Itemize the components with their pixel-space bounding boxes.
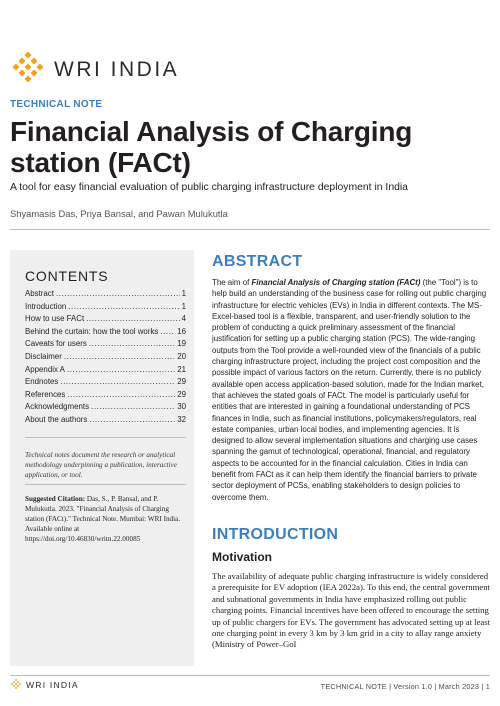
toc-entry-page: 32	[177, 414, 186, 424]
toc-entry-label: Introduction	[25, 301, 67, 311]
footer-brand-name: WRI INDIA	[26, 680, 79, 690]
toc-entry-label: Disclaimer	[25, 351, 62, 361]
toc-entry[interactable]	[25, 313, 186, 326]
toc-entry-label: Abstract	[25, 289, 54, 298]
toc-leader-dots	[64, 351, 175, 364]
toc-entry-label: References	[25, 389, 66, 399]
toc-entry-page: 29	[177, 389, 186, 399]
toc-entry[interactable]	[25, 288, 186, 301]
toc-leader-dots	[89, 338, 175, 351]
authors: Shyamasis Das, Priya Bansal, and Pawan Mulukutla	[10, 208, 228, 219]
toc-entry[interactable]	[25, 301, 186, 314]
abstract-body: (the "Tool") is to help build an understanding of the business case for rolling out public charging infrastructure for electric vehicles (EVs) in India in different contexts. The MS-Excel-based tool is a flexible, transparent, and user-friendly solution to the problem of conducting a quick preliminary assessment of the financial justification for setting up a public charging station (PCS). The wide-ranging outputs from the Tool provide a well-rounded view of the financials of a public charging infrastructure project, including the project cost composition and the possible impact of various factors on the return. Currently, there is no publicly available open access application-based solution, made for the Indian market, that achieves the stated goals of FACt. The model is particularly useful for entities that are interested in gaining a foundational understanding of PCS finances in India, such as financial institutions, policymakers/regulators, real estate companies, urban local bodies, and implementing agencies. It is designed to allow several implementation situations and charging use cases spanning the gamut of technological, operational, financial, and regulatory aspects to be accounted for in the financial calculation. Cities in India can benefit from FACt as it can help them identify the financial barriers to private sector deployment of PCSs, enabling stakeholders to design policies to overcome them.	[212, 278, 487, 502]
toc-entry-page: 16	[177, 326, 186, 336]
toc-entry-page: 4	[181, 314, 186, 324]
toc-leader-dots	[56, 288, 180, 301]
toc-entry-page: 19	[177, 339, 186, 349]
toc-entry-page: 30	[177, 402, 186, 412]
toc-entry-page: 29	[177, 377, 186, 387]
toc-entry-label: Acknowledgments	[25, 402, 90, 412]
toc-entry-label: Behind the curtain: how the tool works	[25, 326, 159, 336]
document-type-label: TECHNICAL NOTE	[10, 99, 103, 110]
toc-entry[interactable]	[25, 326, 186, 339]
toc-entry-label: Endnotes	[25, 377, 59, 387]
toc-entry[interactable]	[25, 376, 186, 389]
brand-name: WRI INDIA	[54, 58, 180, 81]
toc-leader-dots	[91, 401, 175, 414]
contents-title: CONTENTS	[25, 268, 109, 284]
toc-entry-label: Appendix A	[25, 364, 65, 374]
footer-divider	[10, 675, 490, 676]
document-subtitle: A tool for easy financial evaluation of public charging infrastructure deployment in India	[10, 182, 408, 193]
toc-leader-dots	[86, 313, 179, 326]
wri-diamond-logo-icon	[10, 52, 46, 88]
toc-entry-page: 1	[181, 301, 186, 311]
toc-entry-label: Caveats for users	[25, 339, 87, 349]
toc-entry-page: 21	[177, 364, 186, 374]
suggested-citation	[25, 494, 185, 544]
toc-entry[interactable]	[25, 389, 186, 402]
table-of-contents	[25, 288, 186, 427]
introduction-heading: INTRODUCTION	[212, 526, 339, 543]
toc-leader-dots	[67, 389, 175, 402]
toc-entry[interactable]	[25, 401, 186, 414]
motivation-subheading: Motivation	[212, 550, 272, 564]
toc-leader-dots	[89, 414, 175, 427]
wri-india-logo	[10, 52, 179, 88]
sidebar-divider	[25, 484, 186, 485]
toc-entry[interactable]	[25, 364, 186, 377]
citation-label: Suggested Citation:	[25, 495, 86, 503]
header-divider	[10, 229, 490, 230]
contents-sidebar	[10, 250, 194, 666]
sidebar-divider	[25, 437, 186, 438]
toc-leader-dots	[67, 364, 175, 377]
footer-logo	[10, 679, 79, 691]
toc-leader-dots	[60, 376, 175, 389]
document-title: Financial Analysis of Charging station (FACt)	[10, 116, 413, 178]
abstract-heading: ABSTRACT	[212, 253, 303, 270]
technical-note-description: Technical notes document the research or analytical methodology underpinning a publication, interactive application, or tool.	[25, 451, 177, 479]
toc-entry[interactable]	[25, 338, 186, 351]
toc-entry[interactable]	[25, 351, 186, 364]
abstract-tool-name: Financial Analysis of Charging station (FACt)	[251, 278, 421, 287]
footer-info: TECHNICAL NOTE | Version 1.0 | March 2023 | 1	[320, 682, 490, 691]
wri-diamond-logo-icon	[10, 679, 22, 691]
toc-entry-label: About the authors	[25, 414, 88, 424]
toc-leader-dots	[68, 301, 179, 314]
toc-entry[interactable]	[25, 414, 186, 427]
toc-leader-dots	[160, 326, 175, 339]
toc-entry-label: How to use FACt	[25, 314, 85, 324]
abstract-lead: The aim of	[212, 278, 252, 287]
toc-entry-page: 20	[177, 351, 186, 361]
toc-entry-page: 1	[181, 289, 186, 298]
introduction-paragraph: The availability of adequate public charging infrastructure is widely considered a prerequisite for EV adoption (IEA 2022a). To this end, the central government and subnational governments in India have emphasized rolling out public charging points. Financial incentives have been offered to encourage the setting up of public chargers for EVs. The government has advocated setting up at least one charging point in every 3 km by 3 km grid in a city to allay range anxiety (Ministry of Power–GoI	[212, 571, 491, 650]
citation-text: Das, S., P. Bansal, and P. Mulukutla. 2023. "Financial Analysis of Charging station (FACt)." Technical Note. Mumbai: WRI India. Available online at https://doi.org/10.46830/writn.22.00085	[25, 495, 181, 543]
abstract-paragraph	[212, 277, 492, 503]
